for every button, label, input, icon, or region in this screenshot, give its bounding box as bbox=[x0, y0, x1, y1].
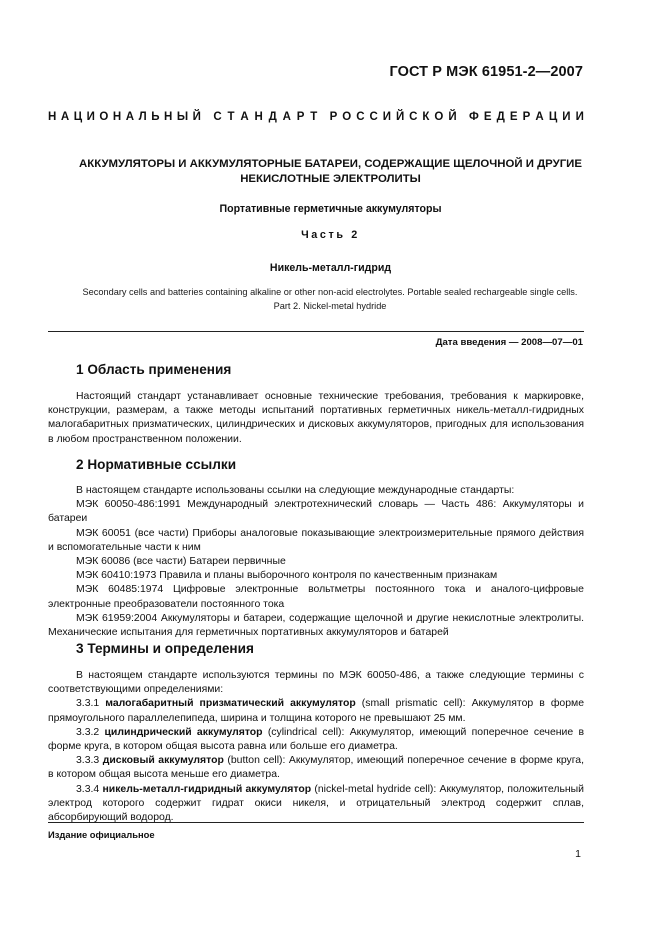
term-name: никель-металл-гидридный аккумулятор bbox=[102, 783, 312, 795]
term-number: 3.3.3 bbox=[76, 755, 100, 767]
term-name: дисковый аккумулятор bbox=[102, 755, 224, 767]
reference-item: МЭК 60050-486:1991 Международный электротехнический словарь — Часть 486: Аккумуляторы и батареи bbox=[48, 499, 584, 525]
introduction-date: Дата введения — 2008—07—01 bbox=[435, 337, 583, 348]
reference-item: МЭК 60051 (все части) Приборы аналоговые показывающие электроизмерительные прямого действия и вспомогательные части к ним bbox=[48, 527, 584, 553]
term-text: (nickel-metal hydride cell): Аккумулятор, положительный электрод которого содержит гидрат окиси никеля, и отрицательный электрод содержит сплав, абсорбирующий водород. bbox=[48, 783, 584, 824]
divider bbox=[48, 822, 584, 823]
section-heading: 3 Термины и определения bbox=[76, 641, 254, 656]
national-standard-banner bbox=[48, 111, 584, 123]
section-heading: 2 Нормативные ссылки bbox=[76, 457, 237, 472]
section-body bbox=[48, 669, 584, 825]
paragraph: В настоящем стандарте использованы ссылки на следующие международные стандарты: bbox=[76, 485, 515, 496]
page-number: 1 bbox=[575, 848, 581, 860]
english-title bbox=[46, 285, 614, 313]
section-heading: 1 Область применения bbox=[76, 362, 232, 377]
term-definition bbox=[48, 726, 584, 754]
reference-item: МЭК 60086 (все части) Батареи первичные bbox=[76, 556, 286, 568]
term-number: 3.3.1 bbox=[76, 698, 100, 710]
term-text: (button cell): Аккумулятор, имеющий поперечное сечение в форме круга, в котором общая высота меньше его диаметра. bbox=[48, 755, 585, 781]
term-name: малогабаритный призматический аккумулятор bbox=[105, 698, 356, 710]
reference-item: МЭК 60410:1973 Правила и планы выборочного контроля по качественным признакам bbox=[76, 570, 498, 582]
title-line: НЕКИСЛОТНЫЕ ЭЛЕКТРОЛИТЫ bbox=[240, 173, 421, 185]
banner-word: Р О С С И Й С К О Й bbox=[329, 111, 457, 123]
section-body bbox=[48, 484, 584, 640]
paragraph: В настоящем стандарте используются термины по МЭК 60050-486, а также следующие термины с соответствующими определениями: bbox=[48, 670, 584, 696]
english-title-line: Part 2. Nickel-metal hydride bbox=[273, 301, 387, 311]
term-definition bbox=[48, 697, 584, 725]
title-line: АККУМУЛЯТОРЫ И АККУМУЛЯТОРНЫЕ БАТАРЕИ, СОДЕРЖАЩИЕ ЩЕЛОЧНОЙ И ДРУГИЕ bbox=[79, 158, 582, 170]
term-definition bbox=[48, 783, 584, 826]
paragraph: Настоящий стандарт устанавливает основные технические требования, требования к маркировке, конструкции, размерам, а также методы испытаний портативных герметичных никель-металл-гидридных малогабаритных призматических, цилиндрических и дисковых аккумуляторов, пригодных для использования в любом пространственном положении. bbox=[48, 391, 584, 445]
section-body bbox=[48, 390, 584, 447]
edition-label: Издание официальное bbox=[48, 829, 155, 840]
banner-word: Н А Ц И О Н А Л Ь Н Ы Й bbox=[48, 111, 201, 123]
term-text: (cylindrical cell): Аккумулятор, имеющий поперечное сечение в форме круга, в котором общая высота равна или больше его диаметра. bbox=[48, 726, 584, 753]
part-label: Часть 2 bbox=[301, 229, 360, 241]
document-title bbox=[48, 157, 613, 187]
document-subtitle: Портативные герметичные аккумуляторы bbox=[219, 203, 442, 215]
banner-word: Ф Е Д Е Р А Ц И И bbox=[468, 111, 584, 123]
term-number: 3.3.2 bbox=[76, 726, 100, 738]
divider bbox=[48, 331, 584, 332]
term-definition bbox=[48, 754, 584, 782]
reference-item: МЭК 60485:1974 Цифровые электронные вольтметры постоянного тока и аналого-цифровые электронные преобразователи постоянного тока bbox=[48, 584, 584, 610]
term-text: (small prismatic cell): Аккумулятор в форме прямоугольного параллелепипеда, ширина и толщина которого не превышают 25 мм. bbox=[48, 698, 584, 724]
part-name: Никель-металл-гидрид bbox=[269, 262, 392, 274]
document-code: ГОСТ Р МЭК 61951-2—2007 bbox=[389, 64, 583, 80]
english-title-line: Secondary cells and batteries containing alkaline or other non-acid electrolytes. Portable sealed rechargeable single cells. bbox=[82, 287, 578, 297]
term-number: 3.3.4 bbox=[76, 783, 100, 795]
reference-item: МЭК 61959:2004 Аккумуляторы и батареи, содержащие щелочной и другие некислотные электролиты. Механические испытания для герметичных портативных аккумуляторов и батарей bbox=[48, 612, 584, 639]
banner-word: С Т А Н Д А Р Т bbox=[213, 111, 318, 123]
term-name: цилиндрический аккумулятор bbox=[104, 726, 263, 738]
